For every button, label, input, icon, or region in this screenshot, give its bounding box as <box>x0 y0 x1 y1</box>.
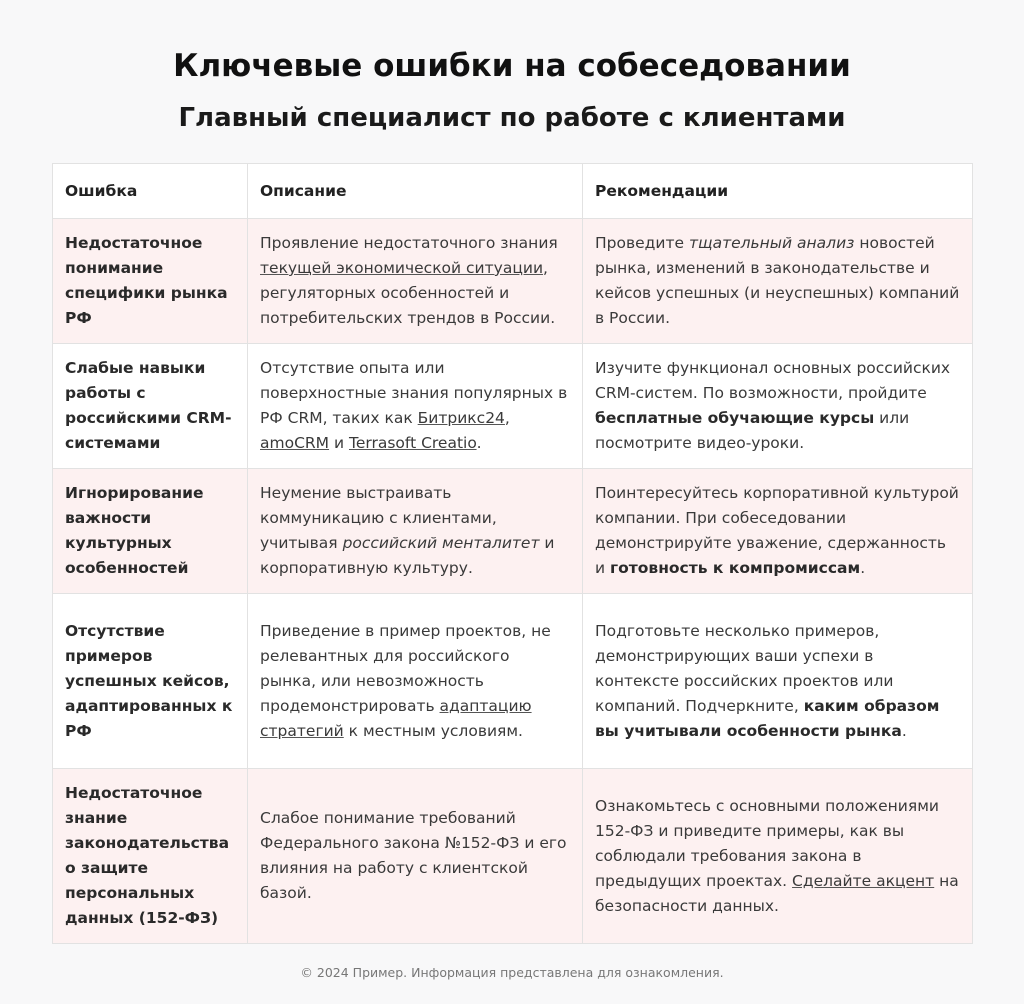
table-row <box>53 594 973 769</box>
description-text: к местным условиям. <box>343 721 523 740</box>
emphasis-text: российский менталитет <box>342 534 540 552</box>
description-cell <box>248 344 583 469</box>
column-header-recommendations: Рекомендации <box>583 164 973 219</box>
description-text: Неумение выстраивать коммуникацию с клиентами, учитывая <box>260 484 497 552</box>
recommendation-text: или посмотрите видео-уроки. <box>595 409 910 452</box>
recommendation-text: Ознакомьтесь с основными положениями 152-ФЗ и приведите примеры, как вы соблюдали требования закона в предыдущих проектах. <box>595 796 939 890</box>
recommendation-cell <box>583 219 973 344</box>
recommendation-text: . <box>901 721 907 740</box>
recommendation-text: . <box>860 559 866 577</box>
description-text: и <box>329 434 349 452</box>
description-cell <box>248 769 583 944</box>
page-title: Ключевые ошибки на собеседовании <box>173 48 851 84</box>
column-header-error: Ошибка <box>53 164 248 219</box>
page-subtitle: Главный специалист по работе с клиентами <box>178 103 846 133</box>
description-text: Слабое понимание требований Федерального закона №152-ФЗ и его влияния на работу с клиентской базой. <box>260 809 567 902</box>
recommendation-text: Проведите <box>595 234 689 252</box>
table-row <box>53 219 973 344</box>
error-cell: Игнорирование важности культурных особенностей <box>53 469 248 594</box>
bitrix24-link[interactable]: Битрикс24 <box>417 409 505 427</box>
recommendation-cell <box>583 344 973 469</box>
description-text: Отсутствие опыта или поверхностные знания популярных в РФ CRM, таких как <box>260 359 568 427</box>
emphasis-text: тщательный анализ <box>688 234 855 252</box>
error-cell: Недостаточное знание законодательства о защите персональных данных (152-ФЗ) <box>53 769 248 944</box>
description-text: Приведение в пример проектов, не релевантных для российского рынка, или невозможность продемонстрировать <box>260 621 551 715</box>
data-security-link[interactable]: Сделайте акцент <box>792 871 935 890</box>
description-text: , регуляторных особенностей и потребительских трендов в России. <box>260 259 556 327</box>
description-text: . <box>476 434 482 452</box>
bold-text: бесплатные обучающие курсы <box>595 409 875 427</box>
table-row <box>53 344 973 469</box>
recommendation-text: новостей рынка, изменений в законодательстве и кейсов успешных (и неуспешных) компаний в России. <box>595 234 960 327</box>
table-header-row <box>53 164 973 219</box>
recommendation-text: Поинтересуйтесь корпоративной культурой компании. При собеседовании демонстрируйте уважение, сдержанность и <box>595 484 959 577</box>
description-text: Проявление недостаточного знания <box>260 234 558 252</box>
strategy-adaptation-link[interactable]: адаптацию стратегий <box>260 696 532 740</box>
amocrm-link[interactable]: amoCRM <box>260 434 330 452</box>
recommendation-text: Подготовьте несколько примеров, демонстрирующих ваши успехи в контексте российских проектов или компаний. Подчеркните, <box>595 621 894 715</box>
description-cell <box>248 469 583 594</box>
recommendation-cell <box>583 594 973 769</box>
recommendation-cell <box>583 769 973 944</box>
recommendation-text: на безопасности данных. <box>595 871 959 915</box>
terrasoft-creatio-link[interactable]: Terrasoft Creatio <box>348 434 477 452</box>
table-row <box>53 769 973 944</box>
economic-situation-link[interactable]: текущей экономической ситуации <box>260 259 544 277</box>
error-cell: Отсутствие примеров успешных кейсов, адаптированных к РФ <box>53 594 248 769</box>
footer-note: © 2024 Пример. Информация представлена для ознакомления. <box>300 965 724 980</box>
description-cell <box>248 219 583 344</box>
error-cell: Недостаточное понимание специфики рынка РФ <box>53 219 248 344</box>
description-text: и корпоративную культуру. <box>260 534 555 577</box>
recommendation-text: Изучите функционал основных российских CRM-систем. По возможности, пройдите <box>595 359 951 402</box>
bold-text: готовность к компромиссам <box>610 559 861 577</box>
description-text: , <box>504 409 510 427</box>
column-header-description: Описание <box>248 164 583 219</box>
bold-text: каким образом вы учитывали особенности рынка <box>595 696 940 740</box>
mistakes-table <box>52 163 973 944</box>
table-row <box>53 469 973 594</box>
error-cell: Слабые навыки работы с российскими CRM-системами <box>53 344 248 469</box>
recommendation-cell <box>583 469 973 594</box>
description-cell <box>248 594 583 769</box>
